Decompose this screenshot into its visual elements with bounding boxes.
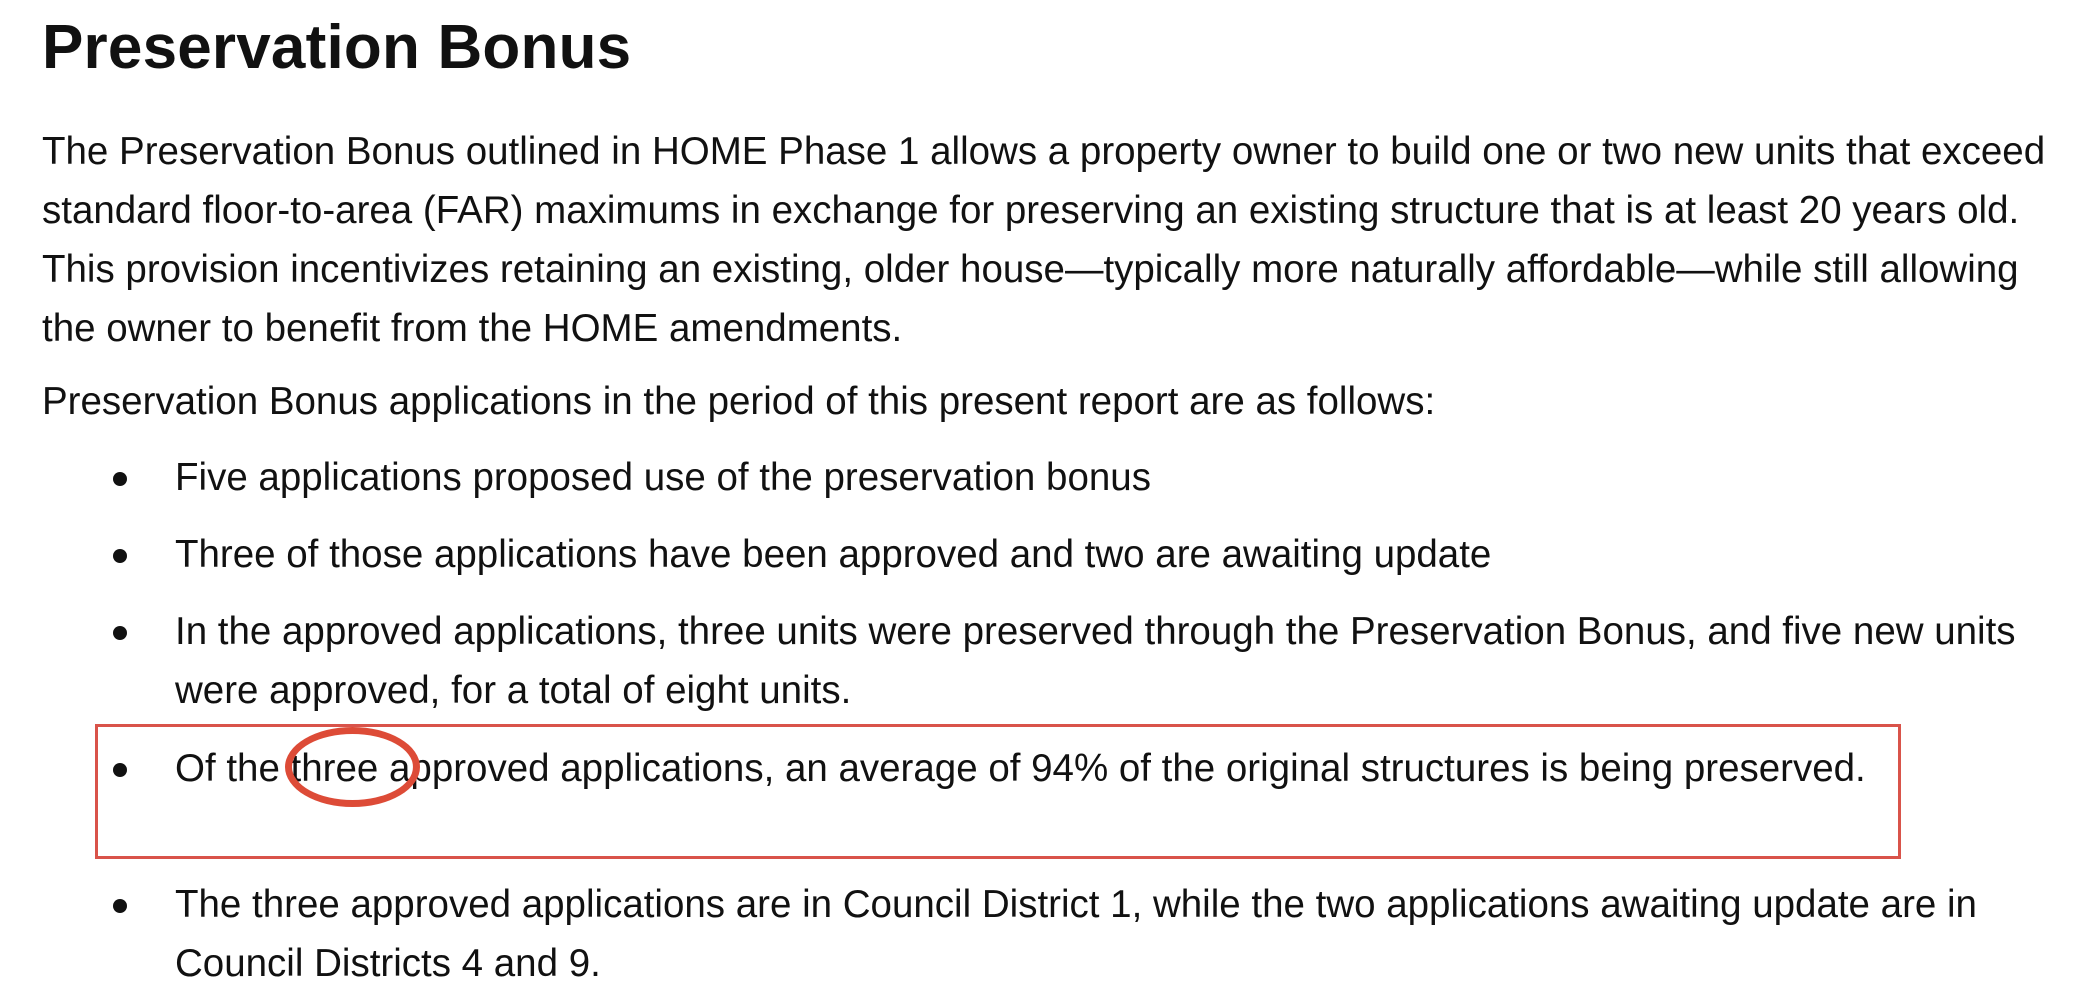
list-item-text: Five applications proposed use of the preservation bonus xyxy=(175,456,1151,499)
circle-annotation xyxy=(285,727,420,807)
list-item-text: In the approved applications, three units were preserved through the Preservation Bonus, and five new units were approved, for a total of eight units. xyxy=(175,610,2016,712)
list-intro: Preservation Bonus applications in the period of this present report are as follows: xyxy=(42,380,1436,423)
list-item-text: Of the three approved applications, an average of 94% of the original structures is being preserved. xyxy=(175,747,1866,790)
list-item-text: Three of those applications have been approved and two are awaiting update xyxy=(175,533,1492,576)
bullet-dot-icon xyxy=(113,626,127,640)
list-item-text: The three approved applications are in Council District 1, while the two applications awaiting update are in Council Districts 4 and 9. xyxy=(175,883,1977,985)
page-title: Preservation Bonus xyxy=(42,13,632,82)
intro-paragraph: The Preservation Bonus outlined in HOME Phase 1 allows a property owner to build one or two new units that exceed standard floor-to-area (FAR) maximums in exchange for preserving an existing structure that is at least 20 years old. This provision incentivizes retaining an existing, older house—typically more naturally affordable—while still allowing the owner to benefit from the HOME amendments. xyxy=(42,130,2046,350)
bullet-dot-icon xyxy=(113,549,127,563)
bullet-dot-icon xyxy=(113,472,127,486)
bullet-dot-icon xyxy=(113,899,127,913)
